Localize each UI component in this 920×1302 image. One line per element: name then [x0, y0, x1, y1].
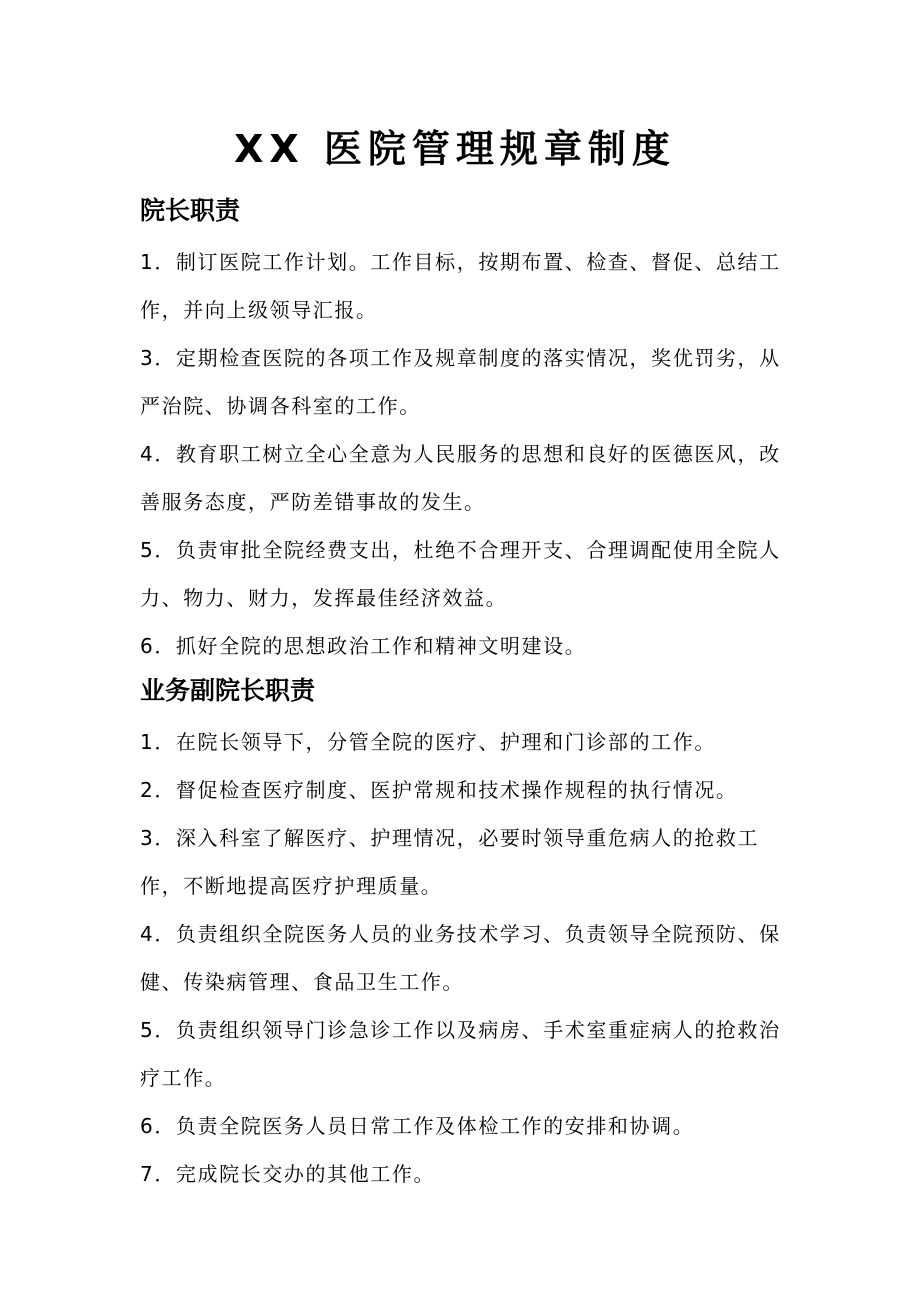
duty-item: 5．负责审批全院经费支出，杜绝不合理开支、合理调配使用全院人力、物力、财力，发挥最佳经济效益。 [140, 538, 781, 610]
duty-item: 7．完成院长交办的其他工作。 [140, 1162, 436, 1186]
section-heading: 院长职责 [140, 196, 241, 225]
duty-item: 5．负责组织领导门诊急诊工作以及病房、手术室重症病人的抢救治疗工作。 [140, 1018, 781, 1090]
duty-item: 4．教育职工树立全心全意为人民服务的思想和良好的医德医风，改善服务态度，严防差错事故的发生。 [140, 442, 781, 514]
duty-item: 3．定期检查医院的各项工作及规章制度的落实情况，奖优罚劣，从严治院、协调各科室的工作。 [140, 346, 781, 418]
document-title: XX 医院管理规章制度 [234, 127, 676, 171]
duty-item: 2．督促检查医疗制度、医护常规和技术操作规程的执行情况。 [140, 778, 738, 802]
duty-item: 6．抓好全院的思想政治工作和精神文明建设。 [140, 634, 587, 658]
duty-item: 6．负责全院医务人员日常工作及体检工作的安排和协调。 [140, 1114, 695, 1138]
section-president-duties [140, 190, 800, 670]
duty-item: 4．负责组织全院医务人员的业务技术学习、负责领导全院预防、保健、传染病管理、食品卫生工作。 [140, 922, 781, 994]
section-vice-president-duties [140, 670, 800, 1198]
duty-item: 1．制订医院工作计划。工作目标，按期布置、检查、督促、总结工作，并向上级领导汇报。 [140, 250, 781, 322]
duty-item: 3．深入科室了解医疗、护理情况，必要时领导重危病人的抢救工作，不断地提高医疗护理质量。 [140, 826, 760, 898]
section-heading: 业务副院长职责 [140, 676, 316, 705]
duty-item: 1．在院长领导下，分管全院的医疗、护理和门诊部的工作。 [140, 730, 716, 754]
